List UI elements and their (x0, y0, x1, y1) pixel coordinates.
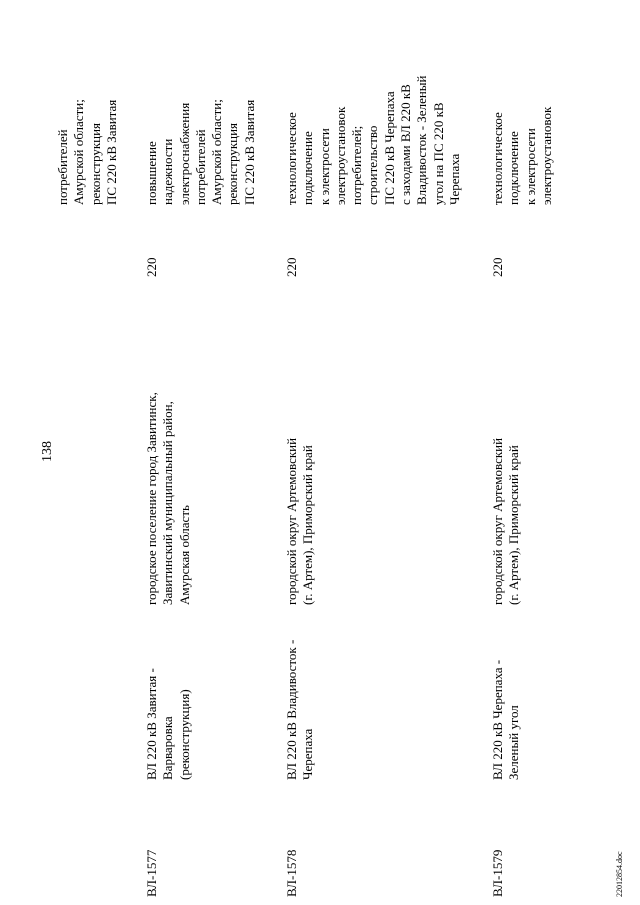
row-voltage: 220 (284, 257, 299, 277)
purpose-line: реконструкция (87, 122, 103, 205)
name-line: ВЛ 220 кВ Черепаха - (490, 659, 505, 780)
purpose-line: строительство (365, 125, 381, 205)
purpose-line: ПС 220 кВ Завитая (103, 99, 119, 205)
row-purpose (55, 5, 120, 205)
name-line: Варваровка (160, 716, 176, 780)
purpose-line: с заходами ВЛ 220 кВ (398, 84, 414, 205)
purpose-line: подключение (300, 131, 316, 205)
purpose-line: реконструкция (225, 122, 241, 205)
purpose-line: потребителей (55, 129, 70, 205)
purpose-line: к электросети (316, 128, 332, 205)
row-code: ВЛ-1578 (284, 849, 299, 897)
purpose-line: потребителей (192, 129, 208, 205)
purpose-line: электроустановок (538, 106, 554, 205)
purpose-line: Амурской области; (71, 99, 87, 205)
purpose-line: ПС 220 кВ Черепаха (381, 91, 397, 205)
row-name (490, 605, 523, 780)
name-line: (реконструкция) (176, 689, 192, 780)
location-line: (г. Артем), Приморский край (506, 445, 522, 605)
row-location (144, 375, 193, 605)
purpose-line: Владивосток - Зеленый (414, 75, 430, 205)
row-purpose (284, 5, 463, 205)
purpose-line: подключение (506, 131, 522, 205)
row-voltage: 220 (490, 257, 505, 277)
location-line: городской округ Артемовский (284, 437, 299, 605)
purpose-line: технологическое (284, 112, 299, 205)
location-line: городской округ Артемовский (490, 437, 505, 605)
name-line: ВЛ 220 кВ Владивосток - (284, 639, 299, 780)
purpose-line: угол на ПС 220 кВ (430, 102, 446, 205)
purpose-line: повышение (144, 141, 159, 205)
row-purpose (144, 5, 258, 205)
location-line: городское поселение город Завитинск, (144, 392, 159, 605)
row-name (284, 605, 317, 780)
row-location (490, 375, 523, 605)
purpose-line: Амурской области; (209, 99, 225, 205)
purpose-line: ПС 220 кВ Завитая (241, 99, 257, 205)
purpose-line: электроустановок (332, 106, 348, 205)
purpose-line: технологическое (490, 112, 505, 205)
location-line: (г. Артем), Приморский край (300, 445, 316, 605)
row-purpose (490, 5, 555, 205)
row-location (284, 375, 317, 605)
name-line: ВЛ 220 кВ Завитая - (144, 668, 159, 780)
name-line: Черепаха (300, 728, 316, 780)
location-line: Амурская область (176, 505, 192, 605)
purpose-line: электроснабжения (176, 102, 192, 205)
location-line: Завитинский муниципальный район, (160, 401, 176, 605)
row-name (144, 605, 193, 780)
purpose-line: надежности (160, 138, 176, 205)
page-number: 138 (40, 441, 55, 462)
purpose-line: потребителей; (349, 125, 365, 205)
document-filename: 22012854.doc (615, 851, 624, 897)
row-code: ВЛ-1577 (144, 849, 159, 897)
purpose-line: Черепаха (446, 153, 462, 205)
purpose-line: к электросети (522, 128, 538, 205)
name-line: Зеленый угол (506, 705, 522, 780)
row-code: ВЛ-1579 (490, 849, 505, 897)
row-voltage: 220 (144, 257, 159, 277)
